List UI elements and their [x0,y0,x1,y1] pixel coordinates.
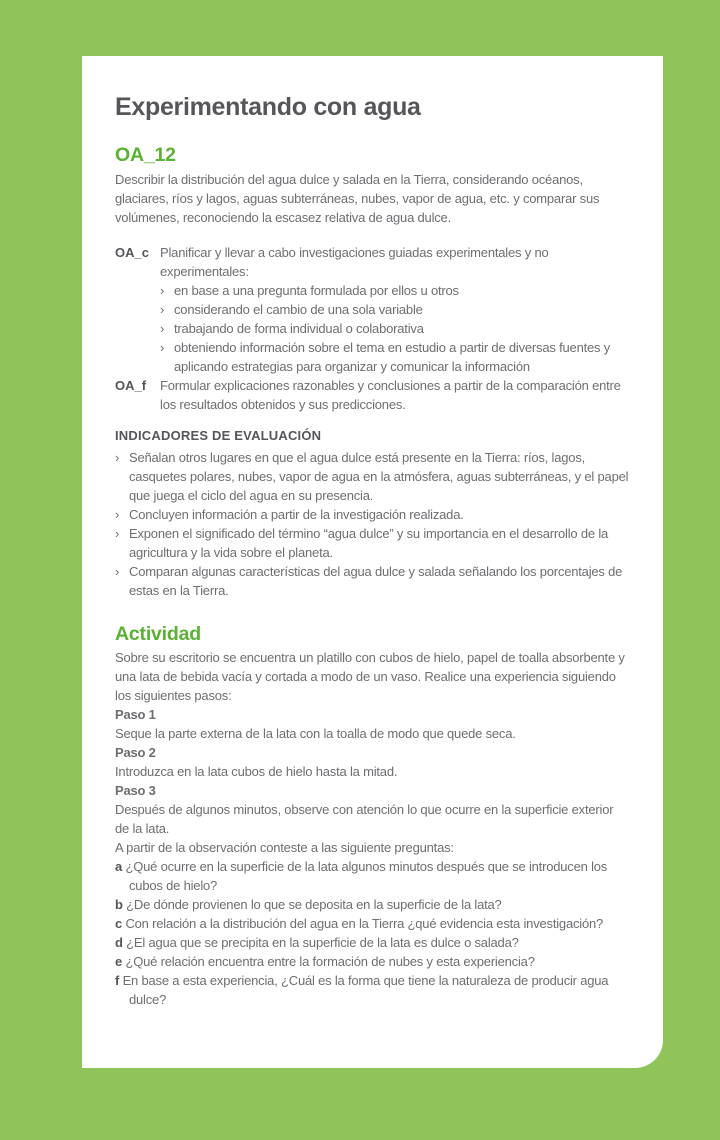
chevron-bullet-icon: › [160,321,165,336]
indicator-text: Comparan algunas características del agua dulce y salada señalando los porcentajes de estas en la Tierra. [129,564,623,598]
step-text: Introduzca en la lata cubos de hielo hasta la mitad. [115,764,398,779]
activity-step [115,705,630,743]
question-text: Con relación a la distribución del agua en la Tierra ¿qué evidencia esta investigación? [125,916,604,931]
chevron-bullet-icon: › [115,450,120,465]
step-label: Paso 2 [115,745,156,760]
oa-items-section [115,243,630,414]
oa-bullet-item [160,281,630,300]
oa-bullet-item [160,319,630,338]
activity-step [115,781,630,838]
indicator-text: Exponen el significado del término “agua dulce” y su importancia en el desarrollo de la agricultura y la vida sobre el planeta. [129,526,609,560]
indicator-item [115,448,630,505]
chevron-bullet-icon: › [160,283,165,298]
step-text: Seque la parte externa de la lata con la toalla de modo que quede seca. [115,726,516,741]
oa-bullet-item [160,338,630,376]
indicator-text: Concluyen información a partir de la investigación realizada. [129,507,464,522]
chevron-bullet-icon: › [115,507,120,522]
page-title: Experimentando con agua [115,93,421,121]
oa-item-code: OA_f [115,378,147,393]
question-letter: e [115,954,123,969]
oa-item-bullets [160,281,630,376]
step-label: Paso 1 [115,707,156,722]
question-letter: b [115,897,123,912]
activity-steps [115,705,630,838]
activity-heading: Actividad [115,623,201,645]
oa12-description: Describir la distribución del agua dulce y salada en la Tierra, considerando océanos, glaciares, ríos y lagos, aguas subterráneas, nubes, vapor de agua, etc. y comparar sus volúmenes, reconociendo la escasez relativa de agua dulce. [115,172,600,225]
question-item [115,895,630,914]
oa12-heading: OA_12 [115,144,176,166]
oa-item-code: OA_c [115,245,149,260]
question-item [115,914,630,933]
indicator-item [115,505,630,524]
step-text: Después de algunos minutos, observe con atención lo que ocurre en la superficie exterior de la lata. [115,802,614,836]
questions-list [115,857,630,1009]
oa-bullet-text: obteniendo información sobre el tema en estudio a partir de diversas fuentes y aplicando estrategias para organizar y comunicar la información [174,340,611,374]
question-item [115,933,630,952]
indicator-item [115,562,630,600]
chevron-bullet-icon: › [115,564,120,579]
oa-item-content [160,243,630,376]
oa-bullet-item [160,300,630,319]
question-letter: a [115,859,123,874]
question-text: En base a esta experiencia, ¿Cuál es la forma que tiene la naturaleza de producir agua dulce? [122,973,609,1007]
indicators-heading: INDICADORES DE EVALUACIÓN [115,428,322,443]
question-text: ¿De dónde provienen lo que se deposita en la superficie de la lata? [126,897,502,912]
activity-intro: Sobre su escritorio se encuentra un platillo con cubos de hielo, papel de toalla absorbente y una lata de bebida vacía y cortada a modo de un vaso. Realice una experiencia siguiendo los siguientes pasos: [115,650,625,703]
oa-bullet-text: trabajando de forma individual o colaborativa [174,321,424,336]
question-letter: f [115,973,120,988]
oa-bullet-text: considerando el cambio de una sola variable [174,302,423,317]
question-text: ¿El agua que se precipita en la superficie de la lata es dulce o salada? [126,935,519,950]
indicator-text: Señalan otros lugares en que el agua dulce está presente en la Tierra: ríos, lagos, casquetes polares, nubes, vapor de agua en la atmósfera, aguas subterráneas, y el papel que juega el ciclo del agua en su presencia. [129,450,629,503]
oa-item-row [115,243,630,376]
activity-step [115,743,630,781]
step-label: Paso 3 [115,783,156,798]
oa-item-text: Planificar y llevar a cabo investigaciones guiadas experimentales y no experimentales: [160,245,549,279]
question-item [115,952,630,971]
chevron-bullet-icon: › [160,340,165,355]
content-card [82,56,663,1068]
question-letter: c [115,916,123,931]
oa-bullet-text: en base a una pregunta formulada por ellos u otros [174,283,459,298]
oa-item-row [115,376,630,414]
oa-item-content [160,376,630,414]
question-text: ¿Qué ocurre en la superficie de la lata algunos minutos después que se introducen los cubos de hielo? [125,859,608,893]
chevron-bullet-icon: › [115,526,120,541]
question-item [115,857,630,895]
questions-intro: A partir de la observación conteste a las siguiente preguntas: [115,840,454,855]
question-item [115,971,630,1009]
chevron-bullet-icon: › [160,302,165,317]
oa-item-text: Formular explicaciones razonables y conclusiones a partir de la comparación entre los resultados obtenidos y sus predicciones. [160,378,621,412]
indicators-list [115,448,630,600]
question-letter: d [115,935,123,950]
indicator-item [115,524,630,562]
question-text: ¿Qué relación encuentra entre la formación de nubes y esta experiencia? [125,954,535,969]
